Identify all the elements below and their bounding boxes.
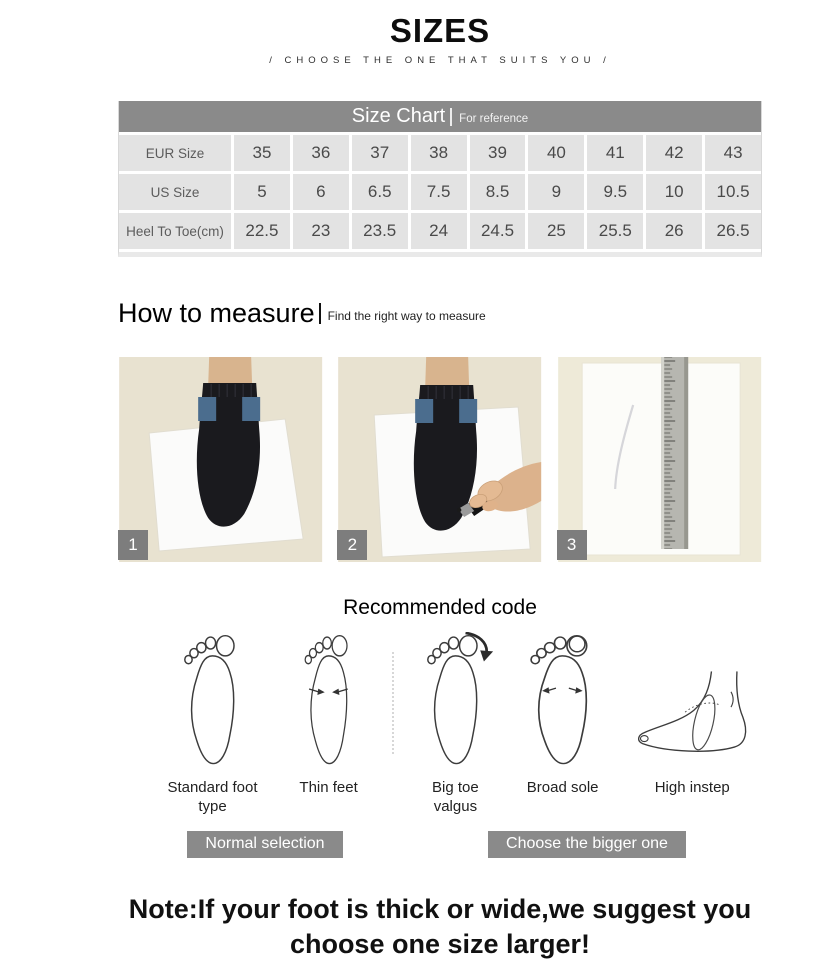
size-cell: 23: [293, 213, 349, 249]
table-row: [119, 135, 761, 171]
size-cell: 5: [234, 174, 290, 210]
size-cell: 26.5: [705, 213, 761, 249]
table-row: [119, 174, 761, 210]
step-number-badge: 1: [118, 530, 148, 560]
normal-selection-badge: Normal selection: [187, 831, 342, 858]
diagram-high-instep: [629, 632, 757, 817]
broad-sole-icon: [521, 632, 604, 770]
diagram-label: Thin feet: [299, 779, 358, 797]
size-cell: 25.5: [587, 213, 643, 249]
size-cell: 9: [528, 174, 584, 210]
row-label-us-size: US Size: [119, 174, 231, 210]
size-cell: 24: [411, 213, 467, 249]
diagram-label: High instep: [654, 779, 730, 797]
size-chart-table: [118, 101, 762, 257]
size-chart-note: For reference: [459, 112, 529, 125]
size-cell: 36: [293, 135, 349, 171]
size-cell: 9.5: [587, 174, 643, 210]
step-photo-measure-ruler: [557, 357, 762, 562]
divider-bar: [450, 108, 452, 126]
size-cell: 23.5: [352, 213, 408, 249]
standard-foot-icon: [171, 632, 254, 770]
step-number-badge: 2: [337, 530, 367, 560]
size-chart-header: [119, 101, 761, 132]
size-cell: 6.5: [352, 174, 408, 210]
high-instep-icon: [629, 668, 757, 770]
row-label-eur-size: EUR Size: [119, 135, 231, 171]
size-cell: 38: [411, 135, 467, 171]
trace-outline-photo: [337, 357, 542, 562]
size-cell: 10: [646, 174, 702, 210]
ruler-photo: [557, 357, 762, 562]
selection-advice-row: [118, 831, 762, 858]
normal-selection-zone: [118, 831, 412, 858]
size-chart-title: Size Chart: [351, 105, 446, 127]
group-divider: [392, 652, 394, 754]
big-toe-valgus-icon: [414, 632, 497, 770]
size-cell: 40: [528, 135, 584, 171]
size-cell: 10.5: [705, 174, 761, 210]
diagram-label: Big toe valgus: [432, 779, 479, 816]
size-cell: 35: [234, 135, 290, 171]
size-cell: 41: [587, 135, 643, 171]
size-cell: 43: [705, 135, 761, 171]
size-cell: 6: [293, 174, 349, 210]
foot-type-diagrams: [118, 632, 762, 817]
page-title: SIZES: [389, 12, 491, 49]
thin-feet-icon: [287, 632, 370, 770]
size-cell: 37: [352, 135, 408, 171]
diagram-standard-foot: [160, 632, 265, 817]
size-cell: 25: [528, 213, 584, 249]
normal-foot-group: [160, 632, 370, 817]
how-to-measure-header: [118, 299, 762, 327]
size-cell: 7.5: [411, 174, 467, 210]
size-cell: 39: [470, 135, 526, 171]
divider-bar: [319, 303, 321, 324]
diagram-broad-sole: [521, 632, 604, 817]
size-cell: 24.5: [470, 213, 526, 249]
diagram-label: Broad sole: [526, 779, 599, 797]
size-cell: 8.5: [470, 174, 526, 210]
page-subtitle: / CHOOSE THE ONE THAT SUITS YOU /: [269, 55, 611, 66]
step-photo-foot-on-paper: [118, 357, 323, 562]
size-note-text: Note:If your foot is thick or wide,we suggest you choose one size larger!: [128, 893, 752, 959]
page-content: [118, 0, 762, 962]
size-cell: 26: [646, 213, 702, 249]
how-to-measure-subtitle: Find the right way to measure: [327, 309, 486, 324]
table-row: [119, 213, 761, 249]
size-cell: 42: [646, 135, 702, 171]
measure-steps: [118, 357, 762, 562]
diagram-label: Standard foot type: [167, 779, 258, 816]
choose-bigger-badge: Choose the bigger one: [488, 831, 686, 858]
foot-on-paper-photo: [118, 357, 323, 562]
hero-section: [118, 0, 762, 66]
special-foot-group: [414, 632, 762, 817]
row-label-heel-to-toe: Heel To Toe(cm): [119, 213, 231, 249]
bigger-selection-zone: [412, 831, 762, 858]
step-number-badge: 3: [557, 530, 587, 560]
size-cell: 22.5: [234, 213, 290, 249]
diagram-big-toe-valgus: [414, 632, 497, 817]
how-to-measure-title: How to measure: [118, 298, 315, 328]
diagram-thin-feet: [287, 632, 370, 817]
step-photo-trace-outline: [337, 357, 542, 562]
recommended-code-title: Recommended code: [343, 596, 537, 620]
